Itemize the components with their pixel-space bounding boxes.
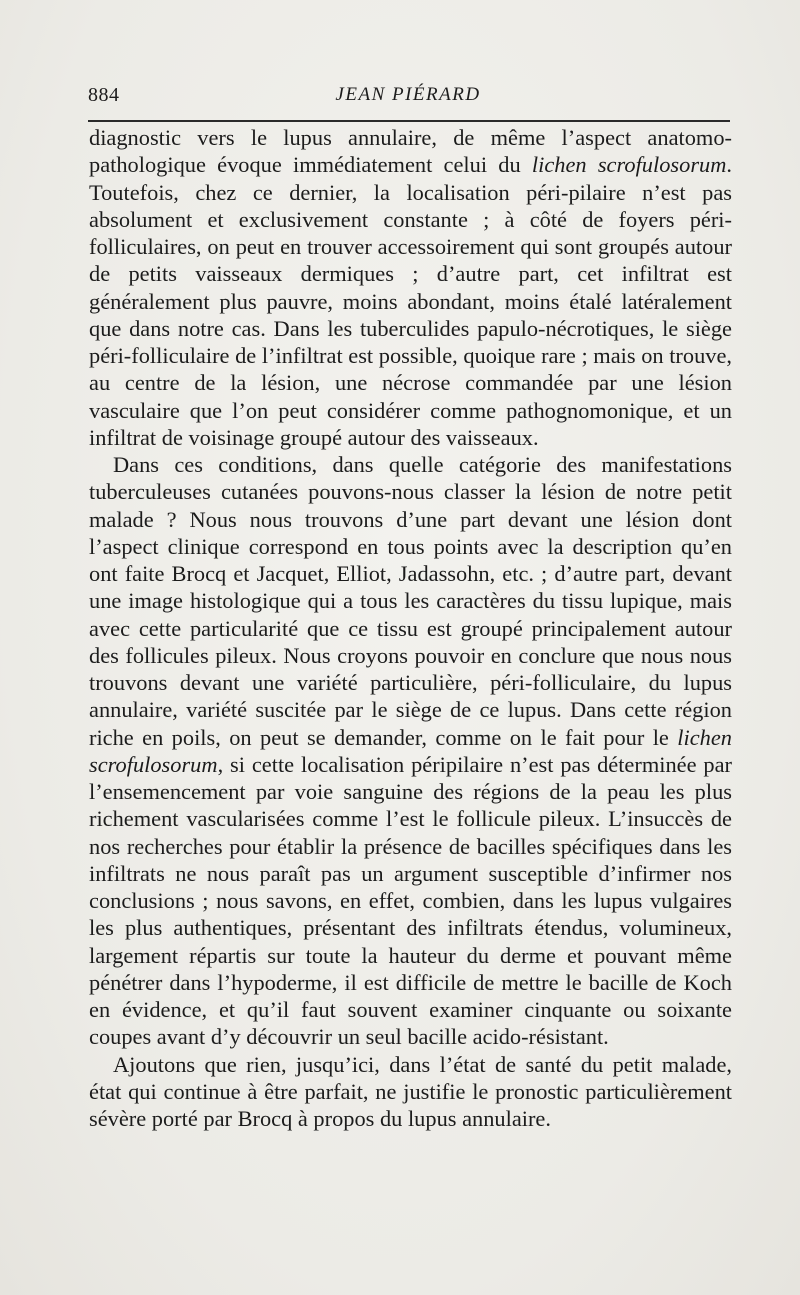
paragraph-3: Ajoutons que rien, jusqu’ici, dans l’état de santé du petit malade, état qui continue à être parfait, ne justifie le pronostic particulièrement sévère porté par Brocq à propos du lupus annulaire.: [89, 1051, 732, 1131]
paragraph-2: Dans ces conditions, dans quelle catégorie des manifestations tuberculeuses cutanées pouvons-nous classer la lésion de notre petit malade ? Nous nous trouvons d’une part devant une lésion dont l’aspect clinique correspond en tous points avec la description qu’en ont faite Brocq et Jacquet, Elliot, Jadassohn, etc. ; d’autre part, devant une image histologique qui a tous les caractères du tissu lupique, mais avec cette particularité que ce tissu est groupé principalement autour des follicules pileux. Nous croyons pouvoir en conclure que nous nous trouvons devant une variété particulière, péri-folliculaire, du lupus annulaire, variété suscitée par le siège de ce lupus. Dans cette région riche en poils, on peut se demander, comme on le fait pour le lichen scrofulosorum, si cette localisation péripilaire n’est pas déterminée par l’ensemencement par voie sanguine des régions de la peau les plus richement vascularisées comme l’est le follicule pileux. L’insuccès de nos recherches pour établir la présence de bacilles spécifiques dans les infiltrats ne nous paraît pas un argument susceptible d’infirmer nos conclusions ; nous savons, en effet, combien, dans les lupus vulgaires les plus authentiques, présentant des infiltrats étendus, volumineux, largement répartis sur toute la hauteur du derme et pouvant même pénétrer dans l’hypoderme, il est difficile de mettre le bacille de Koch en évidence, et qu’il faut souvent examiner cinquante ou soixante coupes avant d’y découvrir un seul bacille acido-résistant.: [89, 452, 732, 1050]
page-header: [88, 84, 728, 114]
body-text: [89, 124, 732, 1132]
header-rule: [88, 120, 730, 122]
paragraph-1: diagnostic vers le lupus annulaire, de même l’aspect anatomo-pathologique évoque immédiatement celui du lichen scrofulosorum. Toutefois, chez ce dernier, la localisation péri-pilaire n’est pas absolument et exclusivement constante ; à côté de foyers péri-folliculaires, on peut en trouver accessoirement qui sont groupés autour de petits vaisseaux dermiques ; d’autre part, cet infiltrat est généralement plus pauvre, moins abondant, moins étalé latéralement que dans notre cas. Dans les tuberculides papulo-nécrotiques, le siège péri-folliculaire de l’infiltrat est possible, quoique rare ; mais on trouve, au centre de la lésion, une nécrose commandée par une lésion vasculaire que l’on peut considérer comme pathognomonique, et un infiltrat de voisinage groupé autour des vaisseaux.: [89, 125, 733, 450]
page-number: 884: [88, 84, 120, 106]
running-head: JEAN PIÉRARD: [335, 84, 481, 105]
italic-term: lichen scrofulosorum: [531, 152, 727, 178]
italic-term: lichen scrofulosorum: [89, 724, 732, 777]
